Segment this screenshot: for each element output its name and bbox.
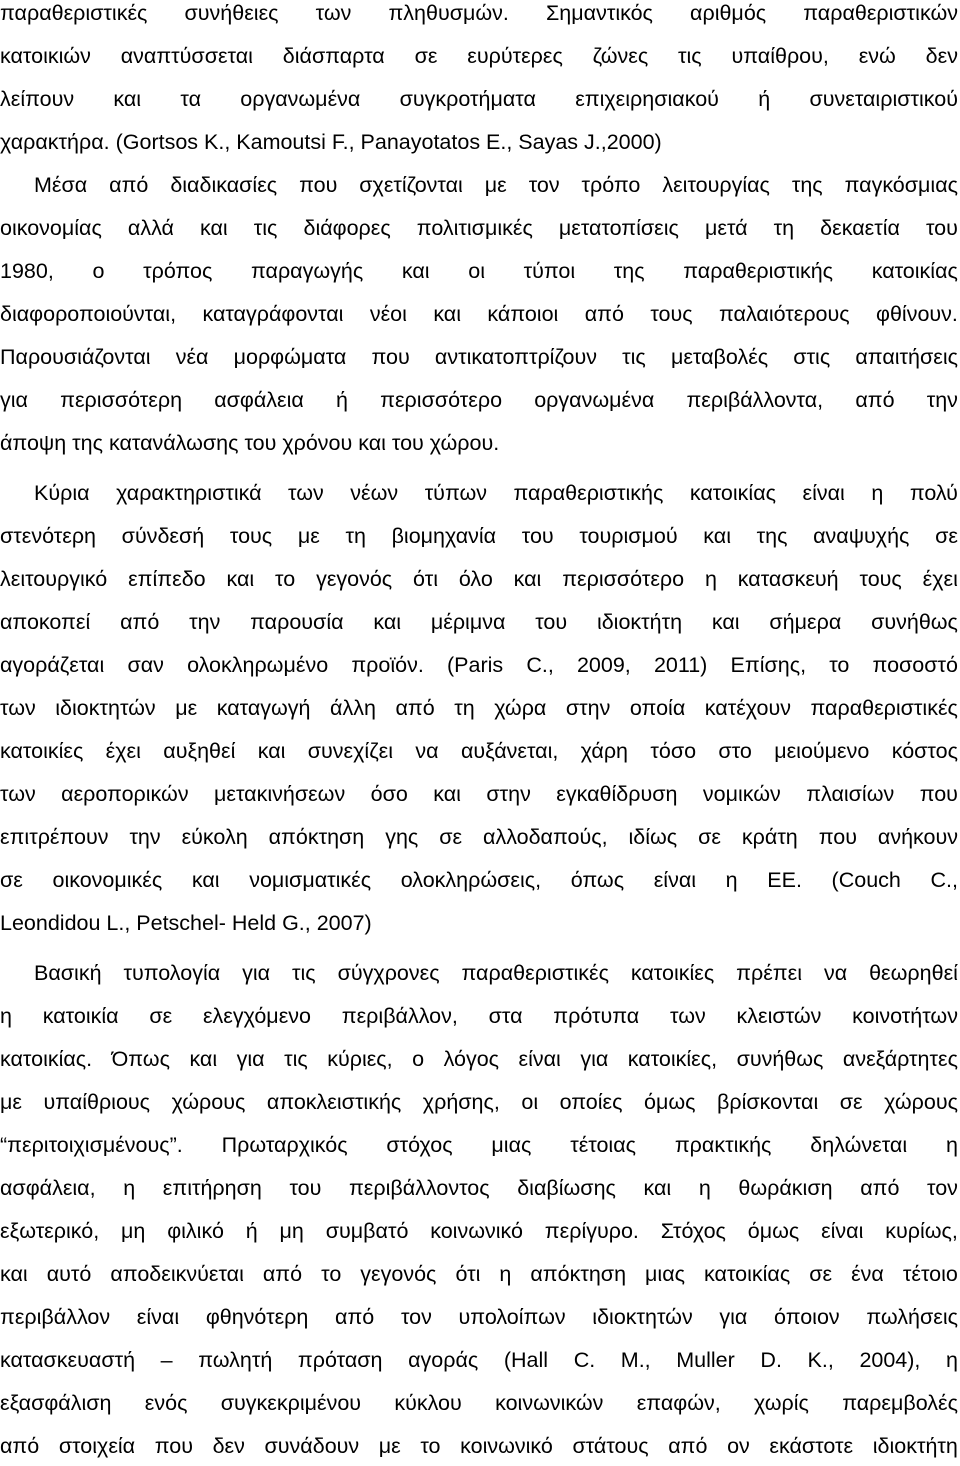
text-line: εξασφάλιση ενός συγκεκριμένου κύκλου κοινωνικών επαφών, χωρίς παρεμβολές <box>0 1391 958 1415</box>
text-line: 1980, ο τρόπος παραγωγής και οι τύποι της παραθεριστικής κατοικίας <box>0 259 958 283</box>
text-line: και αυτό αποδεικνύεται από το γεγονός ότι η απόκτηση μιας κατοικίας σε ένα τέτοιο <box>0 1262 958 1286</box>
text-line: Βασική τυπολογία για τις σύγχρονες παραθεριστικές κατοικίες πρέπει να θεωρηθεί <box>34 961 958 985</box>
text-line: Leondidou L., Petschel- Held G., 2007) <box>0 911 372 935</box>
text-line: αγοράζεται σαν ολοκληρωμένο προϊόν. (Paris C., 2009, 2011) Επίσης, το ποσοστό <box>0 653 958 677</box>
text-line: άποψη της κατανάλωσης του χρόνου και του χώρου. <box>0 431 500 455</box>
text-line: επιτρέπουν την εύκολη απόκτηση γης σε αλλοδαπούς, ιδίως σε κράτη που ανήκουν <box>0 825 958 849</box>
text-line: σε οικονομικές και νομισματικές ολοκληρώσεις, όπως είναι η ΕΕ. (Couch C., <box>0 868 958 892</box>
text-line: των ιδιοκτητών με καταγωγή άλλη από τη χώρα στην οποία κατέχουν παραθεριστικές <box>0 696 958 720</box>
text-line: παραθεριστικές συνήθειες των πληθυσμών. Σημαντικός αριθμός παραθεριστικών <box>0 1 958 25</box>
text-line: αποκοπεί από την παρουσία και μέριμνα του ιδιοκτήτη και σήμερα συνήθως <box>0 610 958 634</box>
text-line: λειτουργικό επίπεδο και το γεγονός ότι όλο και περισσότερο η κατασκευή τους έχει <box>0 567 958 591</box>
text-line: κατασκευαστή – πωλητή πρόταση αγοράς (Hall C. M., Muller D. K., 2004), η <box>0 1348 958 1372</box>
text-line: εξωτερικό, μη φιλικό ή μη συμβατό κοινωνικό περίγυρο. Στόχος όμως είναι κυρίως, <box>0 1219 958 1243</box>
text-line: κατοικιών αναπτύσσεται διάσπαρτα σε ευρύτερες ζώνες τις υπαίθρου, ενώ δεν <box>0 44 958 68</box>
text-line: περιβάλλον είναι φθηνότερη από τον υπολοίπων ιδιοκτητών για όποιον πωλήσεις <box>0 1305 958 1329</box>
text-line: Κύρια χαρακτηριστικά των νέων τύπων παραθεριστικής κατοικίας είναι η πολύ <box>34 481 958 505</box>
text-line: στενότερη σύνδεσή τους με τη βιομηχανία του τουρισμού και της αναψυχής σε <box>0 524 958 548</box>
text-line: ασφάλεια, η επιτήρηση του περιβάλλοντος διαβίωσης και η θωράκιση από τον <box>0 1176 958 1200</box>
text-line: κατοικίες έχει αυξηθεί και συνεχίζει να αυξάνεται, χάρη τόσο στο μειούμενο κόστος <box>0 739 958 763</box>
text-line: οικονομίας αλλά και τις διάφορες πολιτισμικές μετατοπίσεις μετά τη δεκαετία του <box>0 216 958 240</box>
text-line: “περιτοιχισμένους”. Πρωταρχικός στόχος μιας τέτοιας πρακτικής δηλώνεται η <box>0 1133 958 1157</box>
text-line: Μέσα από διαδικασίες που σχετίζονται με τον τρόπο λειτουργίας της παγκόσμιας <box>34 173 958 197</box>
text-line: των αεροπορικών μετακινήσεων όσο και στην εγκαθίδρυση νομικών πλαισίων που <box>0 782 958 806</box>
text-line: η κατοικία σε ελεγχόμενο περιβάλλον, στα πρότυπα των κλειστών κοινοτήτων <box>0 1004 958 1028</box>
text-line: για περισσότερη ασφάλεια ή περισσότερο οργανωμένα περιβάλλοντα, από την <box>0 388 958 412</box>
text-line: Παρουσιάζονται νέα μορφώματα που αντικατοπτρίζουν τις μεταβολές στις απαιτήσεις <box>0 345 958 369</box>
text-line: λείπουν και τα οργανωμένα συγκροτήματα επιχειρησιακού ή συνεταιριστικού <box>0 87 958 111</box>
text-line: από στοιχεία που δεν συνάδουν με το κοινωνικό στάτους από ον εκάστοτε ιδιοκτήτη <box>0 1434 958 1458</box>
text-line: κατοικίας. Όπως και για τις κύριες, ο λόγος είναι για κατοικίες, συνήθως ανεξάρτητες <box>0 1047 958 1071</box>
text-line: με υπαίθριους χώρους αποκλειστικής χρήσης, οι οποίες όμως βρίσκονται σε χώρους <box>0 1090 958 1114</box>
text-line: διαφοροποιούνται, καταγράφονται νέοι και κάποιοι από τους παλαιότερους φθίνουν. <box>0 302 958 326</box>
text-line: χαρακτήρα. (Gortsos K., Kamoutsi F., Panayotatos E., Sayas J.,2000) <box>0 130 662 154</box>
